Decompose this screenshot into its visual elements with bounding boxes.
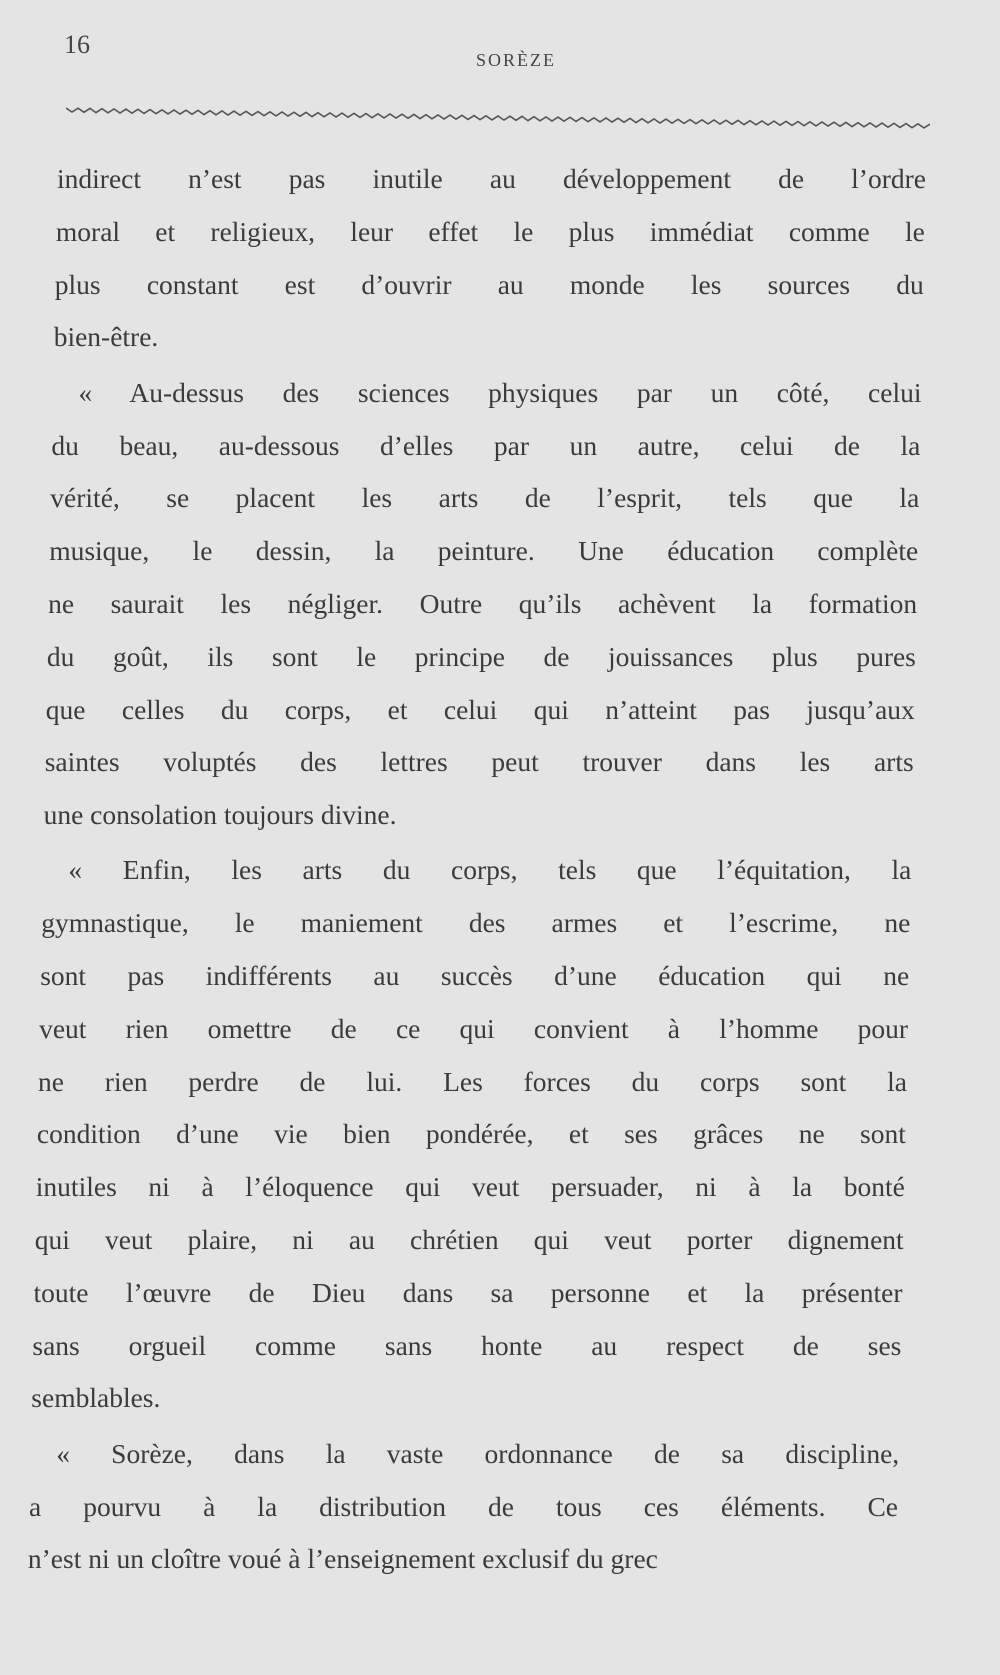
text-line: du beau, au-dessous d’elles par un autre, celui de la [51,429,921,461]
text-line: musique, le dessin, la peinture. Une éducation complète [49,535,919,567]
text-line: indirect n’est pas inutile au développement de l’ordre [57,163,926,194]
text-line: moral et religieux, leur effet le plus immédiat comme le [55,215,925,247]
text-line: semblables. [31,1382,161,1414]
wavy-rule-divider [66,104,930,132]
text-line: vérité, se placent les arts de l’esprit, tels que la [50,482,920,514]
text-line: plus constant est d’ouvrir au monde les sources du [54,268,924,300]
text-line: condition d’une vie bien pondérée, et ses grâces ne sont [36,1118,906,1150]
text-line: qui veut plaire, ni au chrétien qui veut porter dignement [34,1224,904,1255]
text-line: toute l’œuvre de Dieu dans sa personne et la présenter [33,1276,903,1308]
text-line: n’est ni un cloître voué à l’enseignement exclusif du grec [27,1543,658,1575]
text-line: ne rien perdre de lui. Les forces du corps sont la [38,1065,907,1097]
text-line: bien-être. [53,321,159,353]
text-line: veut rien omettre de ce qui convient à l’homme pour [39,1012,909,1044]
text-line: du goût, ils sont le principe de jouissances plus pures [46,640,916,672]
text-line: « Sorèze, dans la vaste ordonnance de sa discipline, [56,1437,900,1469]
text-line: sont pas indifférents au succès d’une éducation qui ne [40,960,910,991]
text-line: a pourvu à la distribution de tous ces éléments. Ce [29,1490,898,1522]
text-line: saintes voluptés des lettres peut trouver dans les arts [44,746,914,778]
text-line: gymnastique, le maniement des armes et l’escrime, ne [41,907,911,939]
text-line: ne saurait les négliger. Outre qu’ils achèvent la formation [48,587,918,619]
text-line: sans orgueil comme sans honte au respect de ses [32,1329,902,1361]
page-number: 16 [64,30,90,59]
text-line: que celles du corps, et celui qui n’atteint pas jusqu’aux [45,693,915,725]
running-title: SORÈZE [476,50,557,70]
text-line: « Enfin, les arts du corps, tels que l’équitation, la [68,854,912,886]
text-line: « Au-dessus des sciences physiques par un côté, celui [78,376,922,408]
text-line: inutiles ni à l’éloquence qui veut persuader, ni à la bonté [35,1171,905,1203]
text-line: une consolation toujours divine. [43,799,397,831]
